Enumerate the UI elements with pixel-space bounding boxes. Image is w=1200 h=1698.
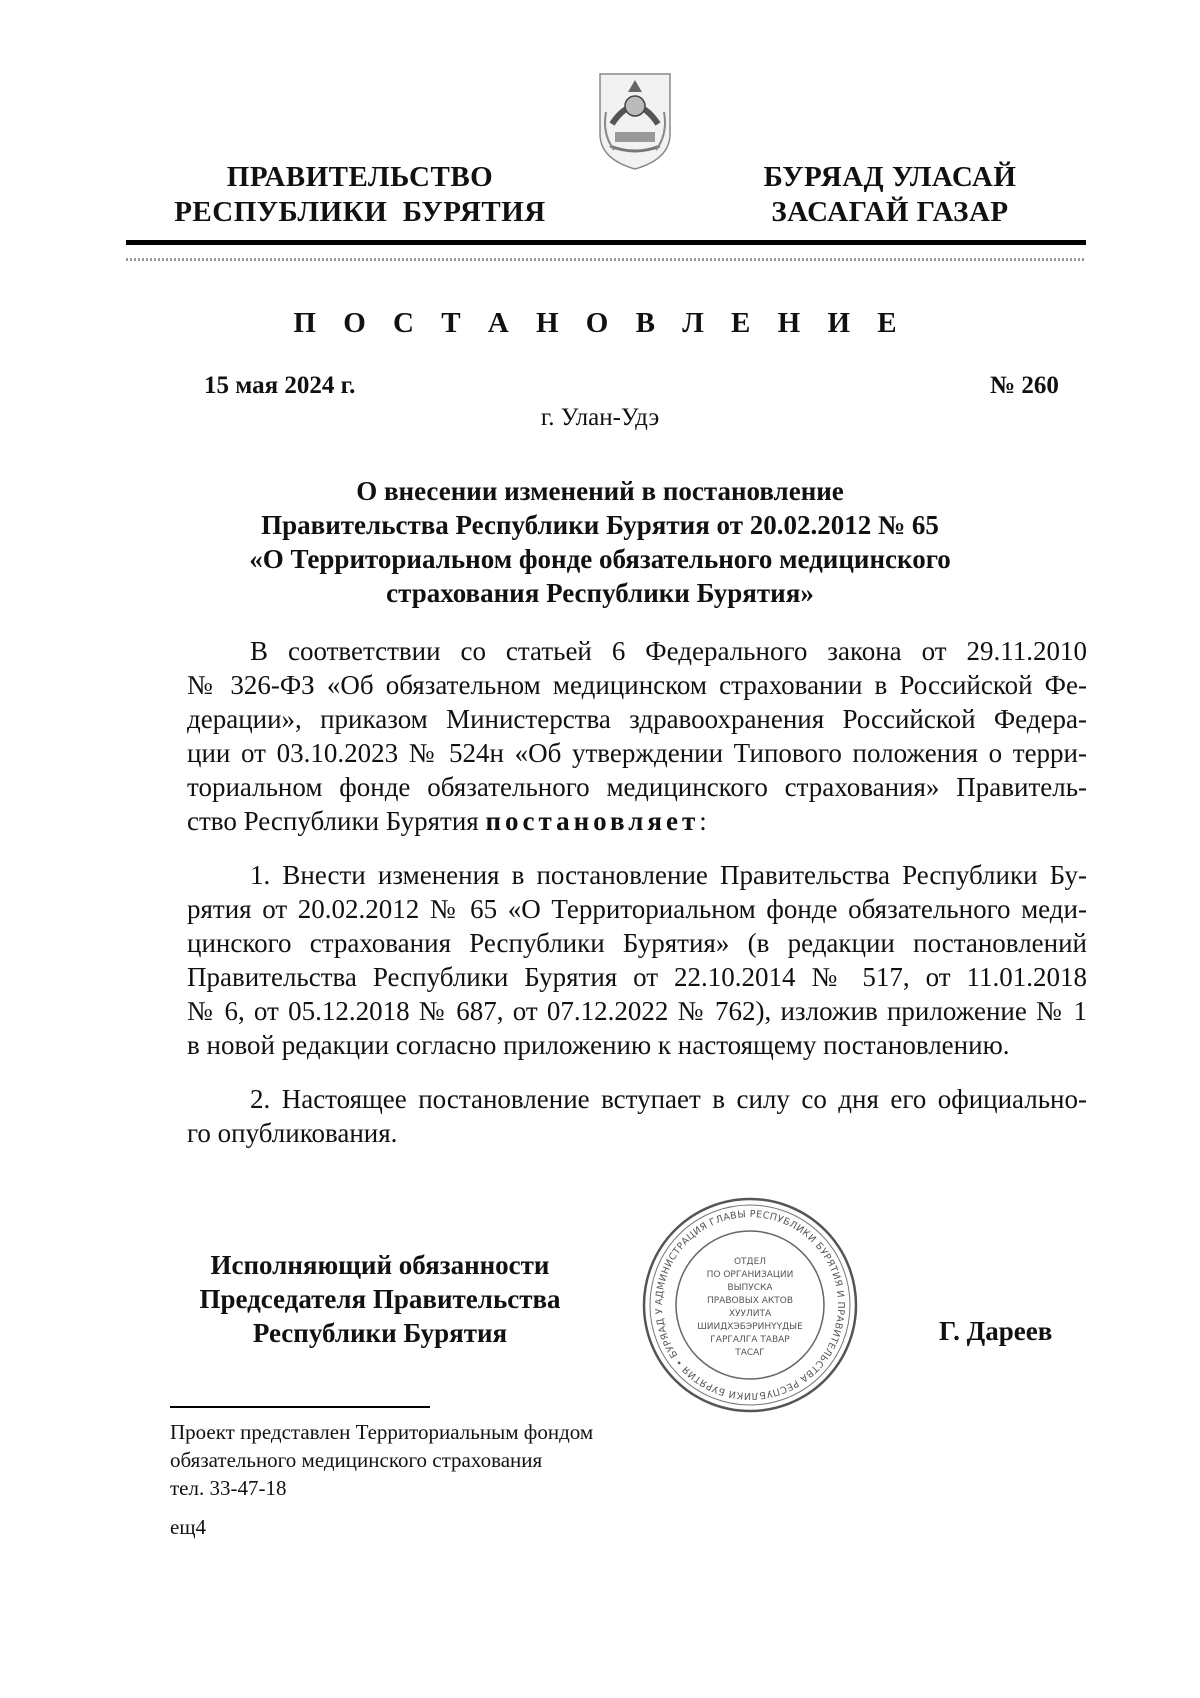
preamble-paragraph <box>187 634 1087 838</box>
seal-inner-text: ВЫПУСКА <box>727 1283 773 1293</box>
header-divider-thin <box>126 258 1086 261</box>
document-subject <box>200 474 1000 610</box>
text-line: 2. Настоящее постановление вступает в силу со дня его официально- <box>250 1084 1087 1114</box>
text-line: ториальном фонде обязательного медицинского страхования» Правитель- <box>187 772 1087 802</box>
text-line: Правительства Республики Бурятия от 22.10.2014 № 517, от 11.01.2018 <box>187 962 1087 992</box>
position-line: Председателя Правительства <box>199 1284 561 1314</box>
subject-line: Правительства Республики Бурятия от 20.02.2012 № 65 <box>261 510 939 540</box>
signer-name: Г. Дареев <box>939 1316 1053 1346</box>
resolves-keyword: постановляет <box>485 806 700 836</box>
coat-of-arms-icon <box>590 54 680 174</box>
text-line: цинского страхования Республики Бурятия» (в редакции постановлений <box>187 928 1087 958</box>
text-line: го опубликования. <box>187 1118 398 1148</box>
footnote-divider <box>170 1406 430 1408</box>
item-1-paragraph <box>187 858 1087 1062</box>
text-fragment: ство Республики Бурятия <box>187 806 486 836</box>
footnote-line: Проект представлен Территориальным фондом <box>170 1420 594 1444</box>
document-date: 15 мая 2024 г. <box>204 372 356 399</box>
org-name-buryat <box>720 160 1060 230</box>
document-type: П О С Т А Н О В Л Е Н И Е <box>293 307 907 339</box>
text-line <box>187 804 1087 838</box>
document-number: № 260 <box>990 372 1059 399</box>
position-line: Исполняющий обязанности <box>210 1250 550 1280</box>
org-name-line: ПРАВИТЕЛЬСТВО <box>226 161 494 193</box>
header-divider <box>126 240 1086 245</box>
footnote-line: обязательного медицинского страхования <box>170 1448 543 1472</box>
seal-inner-text: ГАРГАЛГА ТАВАР <box>710 1335 790 1345</box>
org-name-russian <box>150 160 570 230</box>
document-city: г. Улан-Удэ <box>540 404 660 431</box>
org-name-line: БУРЯАД УЛАСАЙ <box>763 161 1017 193</box>
seal-outer-text: АДМИНИСТРАЦИЯ ГЛАВЫ РЕСПУБЛИКИ БУРЯТИЯ И ПРАВИТЕЛЬСТВА РЕСПУБЛИКИ БУРЯТИЯ • БУРЯАД У <box>653 1208 847 1402</box>
footnote <box>170 1418 593 1502</box>
subject-line: страхования Республики Бурятия» <box>386 578 814 608</box>
seal-inner-text: ОТДЕЛ <box>733 1257 767 1267</box>
seal-inner-text: ШИИДХЭБЭРИНҮҮДЫЕ <box>697 1322 803 1332</box>
text-line: В соответствии со статьей 6 Федерального закона от 29.11.2010 <box>250 636 1087 666</box>
text-line: рятия от 20.02.2012 № 65 «О Территориальном фонде обязательного меди- <box>187 894 1087 924</box>
subject-line: «О Территориальном фонде обязательного медицинского <box>249 544 951 574</box>
subject-line: О внесении изменений в постановление <box>356 476 844 506</box>
text-fragment: : <box>699 806 707 836</box>
footnote-line: тел. 33-47-18 <box>170 1476 287 1500</box>
seal-inner-text: ТАСАГ <box>735 1348 765 1358</box>
text-line: дерации», приказом Министерства здравоохранения Российской Федера- <box>187 704 1087 734</box>
org-name-line: ЗАСАГАЙ ГАЗАР <box>771 196 1009 228</box>
text-line: в новой редакции согласно приложению к настоящему постановлению. <box>187 1030 1010 1060</box>
text-line: № 6, от 05.12.2018 № 687, от 07.12.2022 № 762), изложив приложение № 1 <box>187 996 1087 1026</box>
seal-inner-text: ПРАВОВЫХ АКТОВ <box>706 1296 794 1306</box>
signer-position <box>170 1248 590 1350</box>
seal-inner-text: ХУУЛИТА <box>728 1309 772 1319</box>
seal-inner-text: ПО ОРГАНИЗАЦИИ <box>706 1270 794 1280</box>
text-line: 1. Внести изменения в постановление Правительства Республики Бу- <box>250 860 1087 890</box>
org-name-line: РЕСПУБЛИКИ БУРЯТИЯ <box>174 196 546 228</box>
document-code: ещ4 <box>170 1515 206 1539</box>
official-seal <box>640 1194 860 1416</box>
text-line: ции от 03.10.2023 № 524н «Об утверждении Типового положения о терри- <box>187 738 1087 768</box>
item-2-paragraph <box>187 1082 1087 1150</box>
position-line: Республики Бурятия <box>252 1318 508 1348</box>
text-line: № 326-ФЗ «Об обязательном медицинском страховании в Российской Фе- <box>187 670 1087 700</box>
